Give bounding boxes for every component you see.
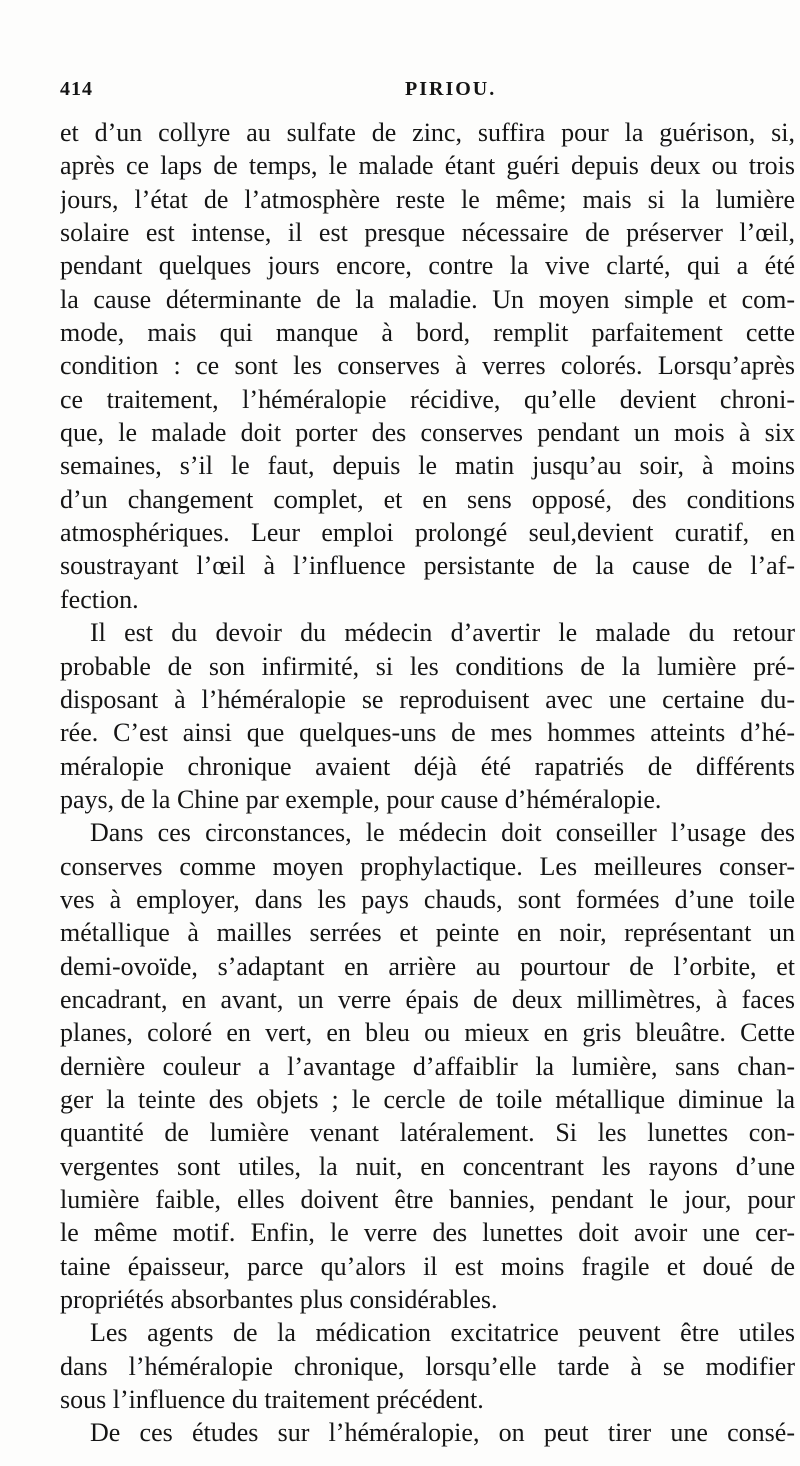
text-line: condition : ce sont les conserves à verres colorés. Lorsqu’après [60,351,795,381]
text-line: ves à employer, dans les pays chauds, sont formées d’une toile [60,884,795,914]
text-line: pays, de la Chine par exemple, pour cause d’héméralopie. [60,784,662,814]
text-line: rée. C’est ainsi que quelques-uns de mes hommes atteints d’hé- [60,718,795,748]
text-line: De ces études sur l’héméralopie, on peut tirer une consé- [90,1418,795,1448]
text-line: méralopie chronique avaient déjà été rapatriés de différents [60,751,795,781]
text-line: Il est du devoir du médecin d’avertir le malade du retour [90,618,795,648]
text-line: Dans ces circonstances, le médecin doit conseiller l’usage des [90,818,795,848]
text-line: propriétés absorbantes plus considérables. [60,1285,498,1315]
page-header [60,78,740,108]
text-line: quantité de lumière venant latéralement. Si les lunettes con- [60,1118,795,1148]
text-line: après ce laps de temps, le malade étant guéri depuis deux ou trois [60,151,795,181]
text-line: ger la teinte des objets ; le cercle de toile métallique diminue la [60,1084,795,1114]
text-line: lumière faible, elles doivent être bannies, pendant le jour, pour [60,1185,795,1214]
text-line: atmosphériques. Leur emploi prolongé seul,devient curatif, en [60,518,795,548]
text-line: le même motif. Enfin, le verre des lunettes doit avoir une cer- [60,1218,795,1248]
text-line: ce traitement, l’héméralopie récidive, qu’elle devient chroni- [60,384,795,414]
running-head: PIRIOU. [405,78,497,100]
text-line: vergentes sont utiles, la nuit, en concentrant les rayons d’une [60,1151,795,1181]
text-line: mode, mais qui manque à bord, remplit parfaitement cette [60,318,795,348]
text-line: planes, coloré en vert, en bleu ou mieux en gris bleuâtre. Cette [60,1018,795,1048]
text-line: semaines, s’il le faut, depuis le matin jusqu’au soir, à moins [60,451,795,481]
text-line: jours, l’état de l’atmosphère reste le même; mais si la lumière [60,184,795,214]
text-line: demi-ovoïde, s’adaptant en arrière au pourtour de l’orbite, et [60,951,795,981]
text-line: que, le malade doit porter des conserves pendant un mois à six [60,418,795,448]
text-line: probable de son infirmité, si les conditions de la lumière pré- [60,651,795,681]
text-line: taine épaisseur, parce qu’alors il est moins fragile et doué de [60,1251,795,1281]
text-line: la cause déterminante de la maladie. Un moyen simple et com- [60,284,795,314]
text-line: métallique à mailles serrées et peinte en noir, représentant un [60,918,795,948]
text-line: solaire est intense, il est presque nécessaire de préserver l’œil, [60,218,795,248]
text-line: d’un changement complet, et en sens opposé, des conditions [60,484,795,514]
text-line: pendant quelques jours encore, contre la vive clarté, qui a été [60,251,795,281]
text-line: conserves comme moyen prophylactique. Les meilleures conser- [60,851,795,881]
text-line: soustrayant l’œil à l’influence persistante de la cause de l’af- [60,551,795,581]
body-text [60,116,795,1450]
text-line: dans l’héméralopie chronique, lorsqu’elle tarde à se modifier [60,1351,795,1381]
text-line: dernière couleur a l’avantage d’affaiblir la lumière, sans chan- [60,1051,795,1081]
text-line: Les agents de la médication excitatrice peuvent être utiles [90,1318,795,1348]
page-number: 414 [60,78,93,100]
text-line: et d’un collyre au sulfate de zinc, suffira pour la guérison, si, [60,118,795,147]
text-line: disposant à l’héméralopie se reproduisent avec une certaine du- [60,684,795,714]
text-line: fection. [60,584,139,614]
text-line: encadrant, en avant, un verre épais de deux millimètres, à faces [60,984,795,1014]
text-line: sous l’influence du traitement précédent. [60,1385,484,1415]
